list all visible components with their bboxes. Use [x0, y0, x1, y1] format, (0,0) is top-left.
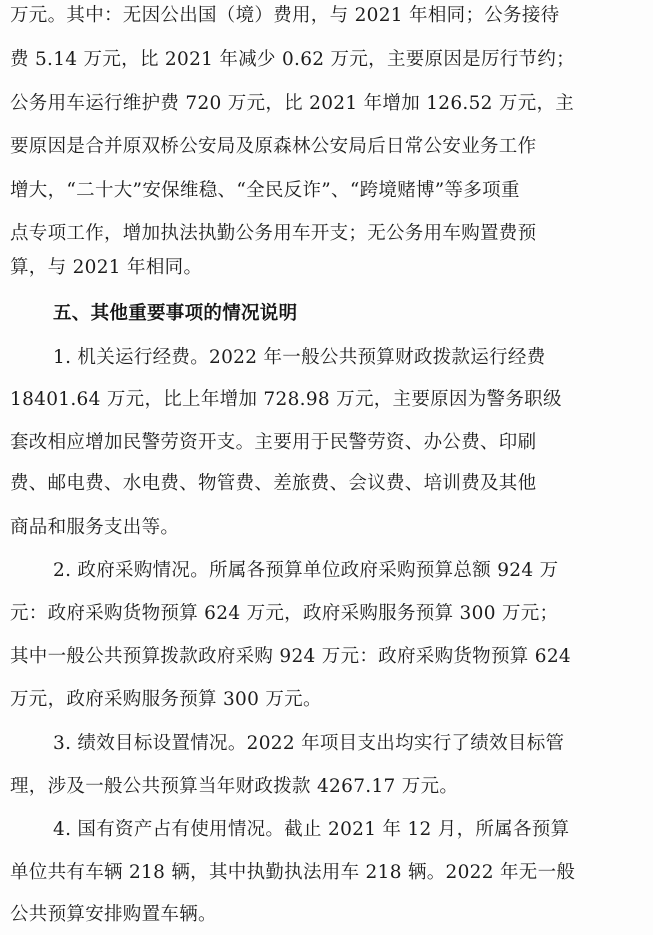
- text-line: 公务用车运行维护费 720 万元，比 2021 年增加 126.52 万元，主: [10, 93, 575, 114]
- text-line: 公共预算安排购置车辆。: [10, 904, 217, 925]
- text-line: 算，与 2021 年相同。: [10, 257, 203, 278]
- text-line: 套改相应增加民警劳资开支。主要用于民警劳资、办公费、印刷: [10, 432, 537, 453]
- text-line: 1. 机关运行经费。2022 年一般公共预算财政拨款运行经费: [53, 347, 546, 368]
- text-line: 元：政府采购货物预算 624 万元，政府采购服务预算 300 万元；: [10, 603, 559, 624]
- text-line: 商品和服务支出等。: [10, 517, 180, 538]
- text-line: 费 5.14 万元，比 2021 年减少 0.62 万元，主要原因是厉行节约；: [10, 49, 575, 70]
- text-line: 18401.64 万元，比上年增加 728.98 万元，主要原因为警务职级: [10, 389, 562, 410]
- text-line: 万元，政府采购服务预算 300 万元。: [10, 689, 322, 710]
- text-line: 点专项工作，增加执法执勤公务用车开支；无公务用车购置费预: [10, 223, 537, 244]
- text-line: 2. 政府采购情况。所属各预算单位政府采购预算总额 924 万: [53, 560, 559, 581]
- section-heading: 五、其他重要事项的情况说明: [53, 303, 298, 324]
- text-line: 3. 绩效目标设置情况。2022 年项目支出均实行了绩效目标管: [53, 733, 565, 754]
- text-line: 万元。其中：无因公出国（境）费用，与 2021 年相同；公务接待: [10, 5, 560, 26]
- text-line: 其中一般公共预算拨款政府采购 924 万元：政府采购货物预算 624: [10, 646, 571, 667]
- text-line: 理，涉及一般公共预算当年财政拨款 4267.17 万元。: [10, 776, 459, 797]
- text-line: 费、邮电费、水电费、物管费、差旅费、会议费、培训费及其他: [10, 473, 537, 494]
- text-line: 4. 国有资产占有使用情况。截止 2021 年 12 月，所属各预算: [53, 819, 570, 840]
- text-line: 单位共有车辆 218 辆，其中执勤执法用车 218 辆。2022 年无一般: [10, 862, 576, 883]
- text-line: 要原因是合并原双桥公安局及原森林公安局后日常公安业务工作: [10, 136, 537, 157]
- text-line: 增大，“二十大”安保维稳、“全民反诈”、“跨境赌博”等多项重: [10, 180, 520, 201]
